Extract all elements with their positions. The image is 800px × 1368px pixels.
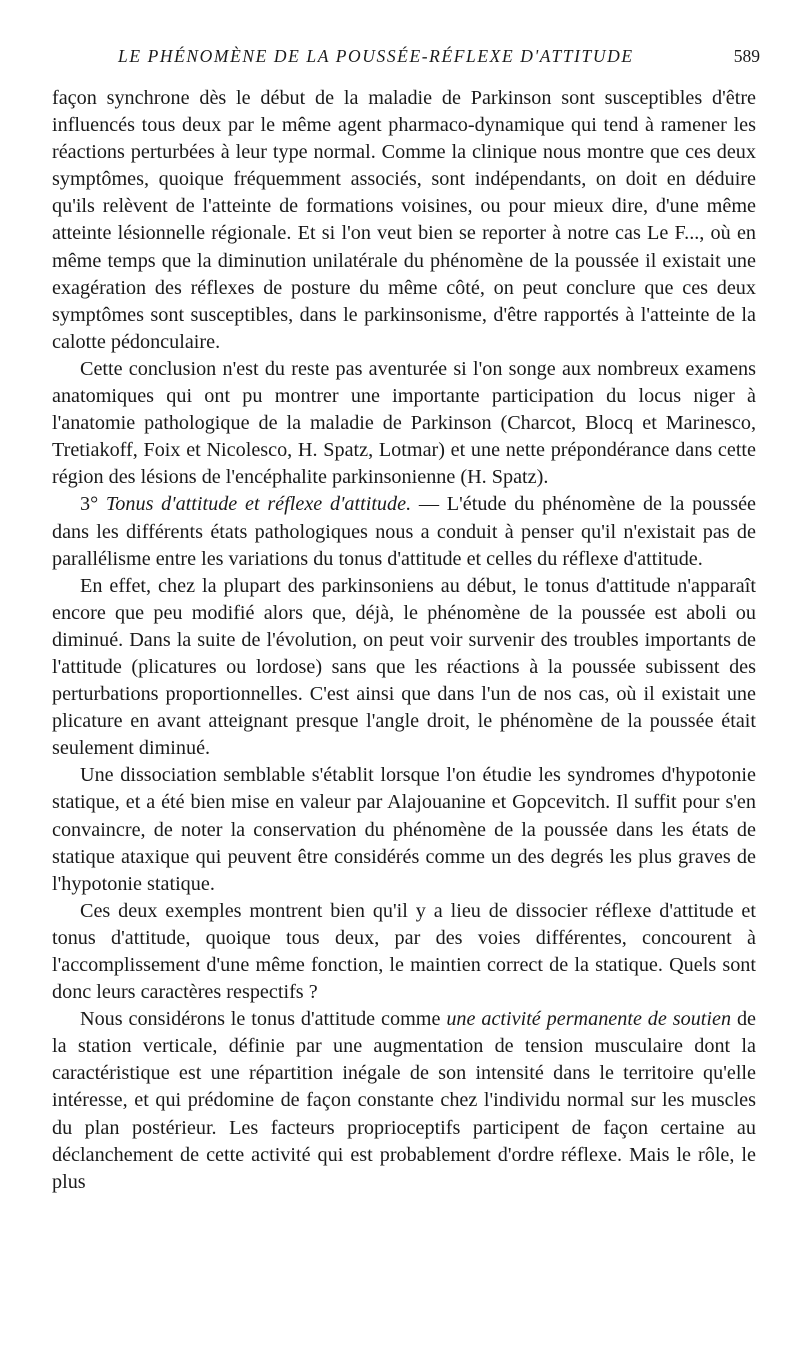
- section-number: 3°: [80, 493, 106, 516]
- paragraph: [52, 356, 756, 491]
- paragraph-text: Ces deux exemples montrent bien qu'il y a lieu de dissocier réflexe d'attitude et tonus d'attitude, quoique tous deux, par des voies différentes, concourent à l'accomplissement d'une même fonction, le maintien correct de la statique. Quels sont donc leurs caractères respectifs ?: [52, 899, 756, 1004]
- paragraph-text: Cette conclusion n'est du reste pas aventurée si l'on songe aux nombreux examens anatomiques qui ont pu montrer une importante participation du locus niger à l'anatomie pathologique de la maladie de Parkinson (Charcot, Blocq et Marinesco, Tretiakoff, Foix et Nicolesco, H. Spatz, Lotmar) et une nette prépondérance dans cette région des lésions de l'encéphalite parkinsonienne (H. Spatz).: [52, 357, 756, 489]
- paragraph-text: façon synchrone dès le début de la maladie de Parkinson sont susceptibles d'être influencés tous deux par le même agent pharmaco-dynamique qui tend à ramener les réactions perturbées à leur type normal. Comme la clinique nous montre que ces deux symptômes, quoique fréquemment associés, sont indépendants, on doit en déduire qu'ils relèvent de l'atteinte de formations voisines, ou pour mieux dire, d'une même atteinte lésionnelle régionale. Et si l'on veut bien se reporter à notre cas Le F..., où en même temps que la diminution unilatérale du phénomène de la poussée il existait une exagération des réflexes de posture du même côté, on peut conclure que ces deux symptômes sont susceptibles, dans le parkinsonisme, d'être rapportés à l'atteinte de la calotte pédonculaire.: [52, 87, 756, 353]
- page-body: [52, 85, 756, 1196]
- page-number: 589: [733, 46, 760, 66]
- paragraph-text: de la station verticale, définie par une augmentation de tension musculaire dont la caractéristique est une répartition inégale de son intensité dans le territoire qu'elle intéresse, et qui prédomine de façon constante chez l'individu normal sur les muscles du plan postérieur. Les facteurs proprioceptifs participent de façon certaine au déclanchement de cette activité qui est probablement d'ordre réflexe. Mais le rôle, le plus: [52, 1008, 756, 1193]
- emphasis-text: une activité permanente de soutien: [446, 1008, 732, 1031]
- paragraph-text: En effet, chez la plupart des parkinsoniens au début, le tonus d'attitude n'apparaît encore que peu modifié alors que, déjà, le phénomène de la poussée est aboli ou diminué. Dans la suite de l'évolution, on peut voir survenir des troubles importants de l'attitude (plicatures ou lordose) sans que les réactions à la poussée subissent des perturbations proportionnelles. C'est ainsi que dans l'un de nos cas, où il existait une plicature en avant atteignant presque l'angle droit, le phénomène de la poussée était seulement diminué.: [52, 574, 756, 760]
- paragraph-text: Une dissociation semblable s'établit lorsque l'on étudie les syndromes d'hypotonie statique, et a été bien mise en valeur par Alajouanine et Gopcevitch. Il suffit pour s'en convaincre, de noter la conservation du phénomène de la poussée dans les états de statique ataxique qui peuvent être considérés comme un des degrés les plus graves de l'hypotonie statique.: [52, 764, 756, 895]
- paragraph-text: — L'étude du phénomène de la poussée dans les différents états pathologiques nous a conduit à penser qu'il n'existait pas de parallélisme entre les variations du tonus d'attitude et celles du réflexe d'attitude.: [52, 493, 756, 570]
- paragraph: [52, 1006, 756, 1196]
- paragraph: [52, 762, 756, 897]
- section-paragraph: [52, 491, 756, 572]
- running-title: LE PHÉNOMÈNE DE LA POUSSÉE-RÉFLEXE D'ATTITUDE: [118, 46, 634, 66]
- paragraph: [52, 573, 756, 763]
- paragraph: [52, 898, 756, 1006]
- paragraph-text: Nous considérons le tonus d'attitude comme: [80, 1008, 447, 1031]
- section-heading: Tonus d'attitude et réflexe d'attitude.: [105, 493, 412, 516]
- page-header: [50, 40, 760, 70]
- paragraph: [52, 85, 756, 356]
